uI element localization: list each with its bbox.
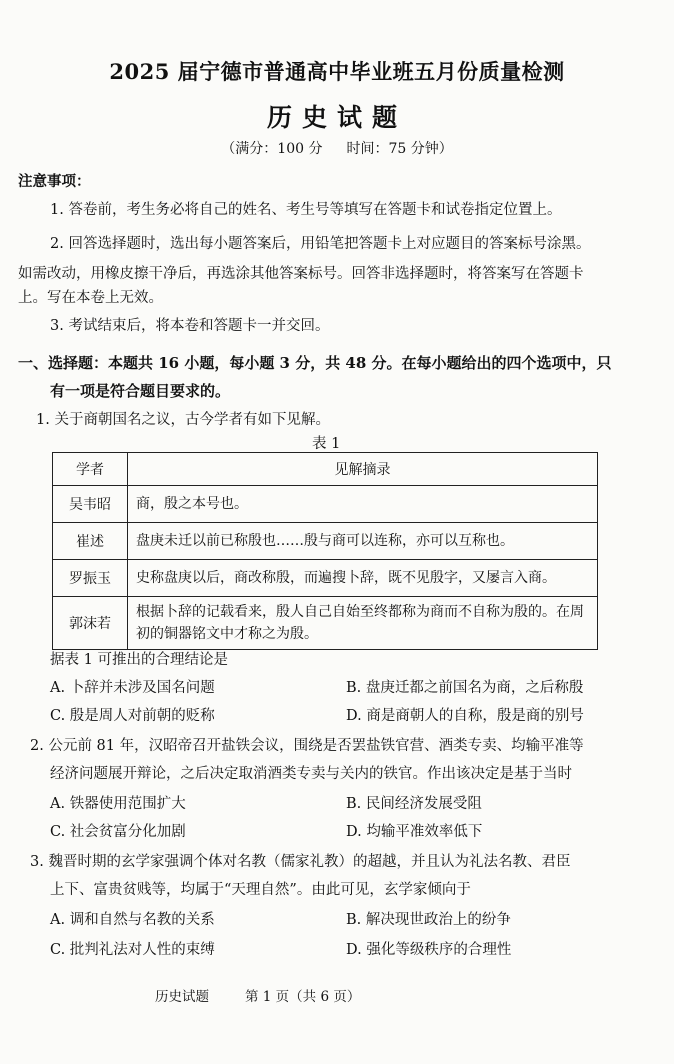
table-caption: 表 1 bbox=[312, 436, 341, 452]
q2-option-d: D. 均输平准效率低下 bbox=[346, 824, 483, 840]
subject-title: 历史试题 bbox=[266, 103, 407, 132]
q1-option-b: B. 盘庚迁都之前国名为商，之后称殷 bbox=[346, 680, 584, 696]
table-header-row bbox=[53, 453, 598, 486]
notice-item-1: 1. 答卷前，考生务必将自己的姓名、考生号等填写在答题卡和试卷指定位置上。 bbox=[50, 202, 562, 218]
table-cell-scholar: 吴韦昭 bbox=[53, 486, 128, 523]
q2-stem-cont: 经济问题展开辩论，之后决定取消酒类专卖与关内的铁官。作出该决定是基于当时 bbox=[50, 766, 572, 782]
q2-option-b: B. 民间经济发展受阻 bbox=[346, 796, 482, 812]
table-row bbox=[53, 486, 598, 523]
q3-option-d: D. 强化等级秩序的合理性 bbox=[346, 942, 512, 958]
table-cell-view: 盘庚未迁以前已称殷也……殷与商可以连称，亦可以互称也。 bbox=[128, 523, 598, 560]
table-cell-view: 商，殷之本号也。 bbox=[128, 486, 598, 523]
exam-title: 2025 届宁德市普通高中毕业班五月份质量检测 bbox=[109, 59, 565, 84]
time-info: 时间：75 分钟） bbox=[346, 141, 453, 157]
section-heading: 一、选择题：本题共 16 小题，每小题 3 分，共 48 分。在每小题给出的四个选项中，只 bbox=[18, 354, 612, 372]
q3-option-c: C. 批判礼法对人性的束缚 bbox=[50, 942, 215, 958]
table-row bbox=[53, 597, 598, 650]
q3-stem: 3. 魏晋时期的玄学家强调个体对名教（儒家礼教）的超越，并且认为礼法名教、君臣 bbox=[30, 854, 571, 870]
table-cell-view: 史称盘庚以后，商改称殷，而遍搜卜辞，既不见殷字，又屡言入商。 bbox=[128, 560, 598, 597]
footer-page-number: 第 1 页（共 6 页） bbox=[245, 989, 361, 1005]
table-header-view: 见解摘录 bbox=[128, 453, 598, 486]
q1-option-d: D. 商是商朝人的自称，殷是商的别号 bbox=[346, 708, 584, 724]
q2-option-c: C. 社会贫富分化加剧 bbox=[50, 824, 186, 840]
notice-item-2-end: 上。写在本卷上无效。 bbox=[18, 290, 163, 306]
notice-heading: 注意事项： bbox=[18, 173, 91, 190]
q3-option-b: B. 解决现世政治上的纷争 bbox=[346, 912, 511, 928]
q1-question: 据表 1 可推出的合理结论是 bbox=[50, 652, 228, 668]
q1-option-c: C. 殷是周人对前朝的贬称 bbox=[50, 708, 215, 724]
table-cell-scholar: 崔述 bbox=[53, 523, 128, 560]
q2-option-a: A. 铁器使用范围扩大 bbox=[50, 796, 186, 812]
q3-option-a: A. 调和自然与名教的关系 bbox=[50, 912, 215, 928]
table-header-scholar: 学者 bbox=[53, 453, 128, 486]
table-cell-scholar: 罗振玉 bbox=[53, 560, 128, 597]
table-cell-view: 根据卜辞的记载看来，殷人自己自始至终都称为商而不自称为殷的。在周初的铜器铭文中才称之为殷。 bbox=[128, 597, 598, 650]
footer-subject: 历史试题 bbox=[155, 989, 209, 1005]
scholar-table bbox=[52, 452, 598, 650]
q1-stem: 1. 关于商朝国名之议，古今学者有如下见解。 bbox=[36, 412, 330, 428]
q1-option-a: A. 卜辞并未涉及国名问题 bbox=[50, 680, 215, 696]
notice-item-2: 2. 回答选择题时，选出每小题答案后，用铅笔把答题卡上对应题目的答案标号涂黑。 bbox=[50, 236, 591, 252]
page-footer bbox=[155, 985, 396, 1005]
score-info: （满分：100 分 bbox=[221, 141, 323, 157]
notice-item-2-cont: 如需改动，用橡皮擦干净后，再选涂其他答案标号。回答非选择题时，将答案写在答题卡 bbox=[18, 266, 584, 282]
table-row bbox=[53, 523, 598, 560]
notice-item-3: 3. 考试结束后，将本卷和答题卡一并交回。 bbox=[50, 318, 330, 334]
section-heading-cont: 有一项是符合题目要求的。 bbox=[50, 382, 231, 400]
exam-meta bbox=[0, 138, 674, 158]
q3-stem-cont: 上下、富贵贫贱等，均属于“天理自然”。由此可见，玄学家倾向于 bbox=[50, 882, 471, 898]
table-row bbox=[53, 560, 598, 597]
q2-stem: 2. 公元前 81 年，汉昭帝召开盐铁会议，围绕是否罢盐铁官营、酒类专卖、均输平准等 bbox=[30, 738, 584, 754]
table-cell-scholar: 郭沫若 bbox=[53, 597, 128, 650]
